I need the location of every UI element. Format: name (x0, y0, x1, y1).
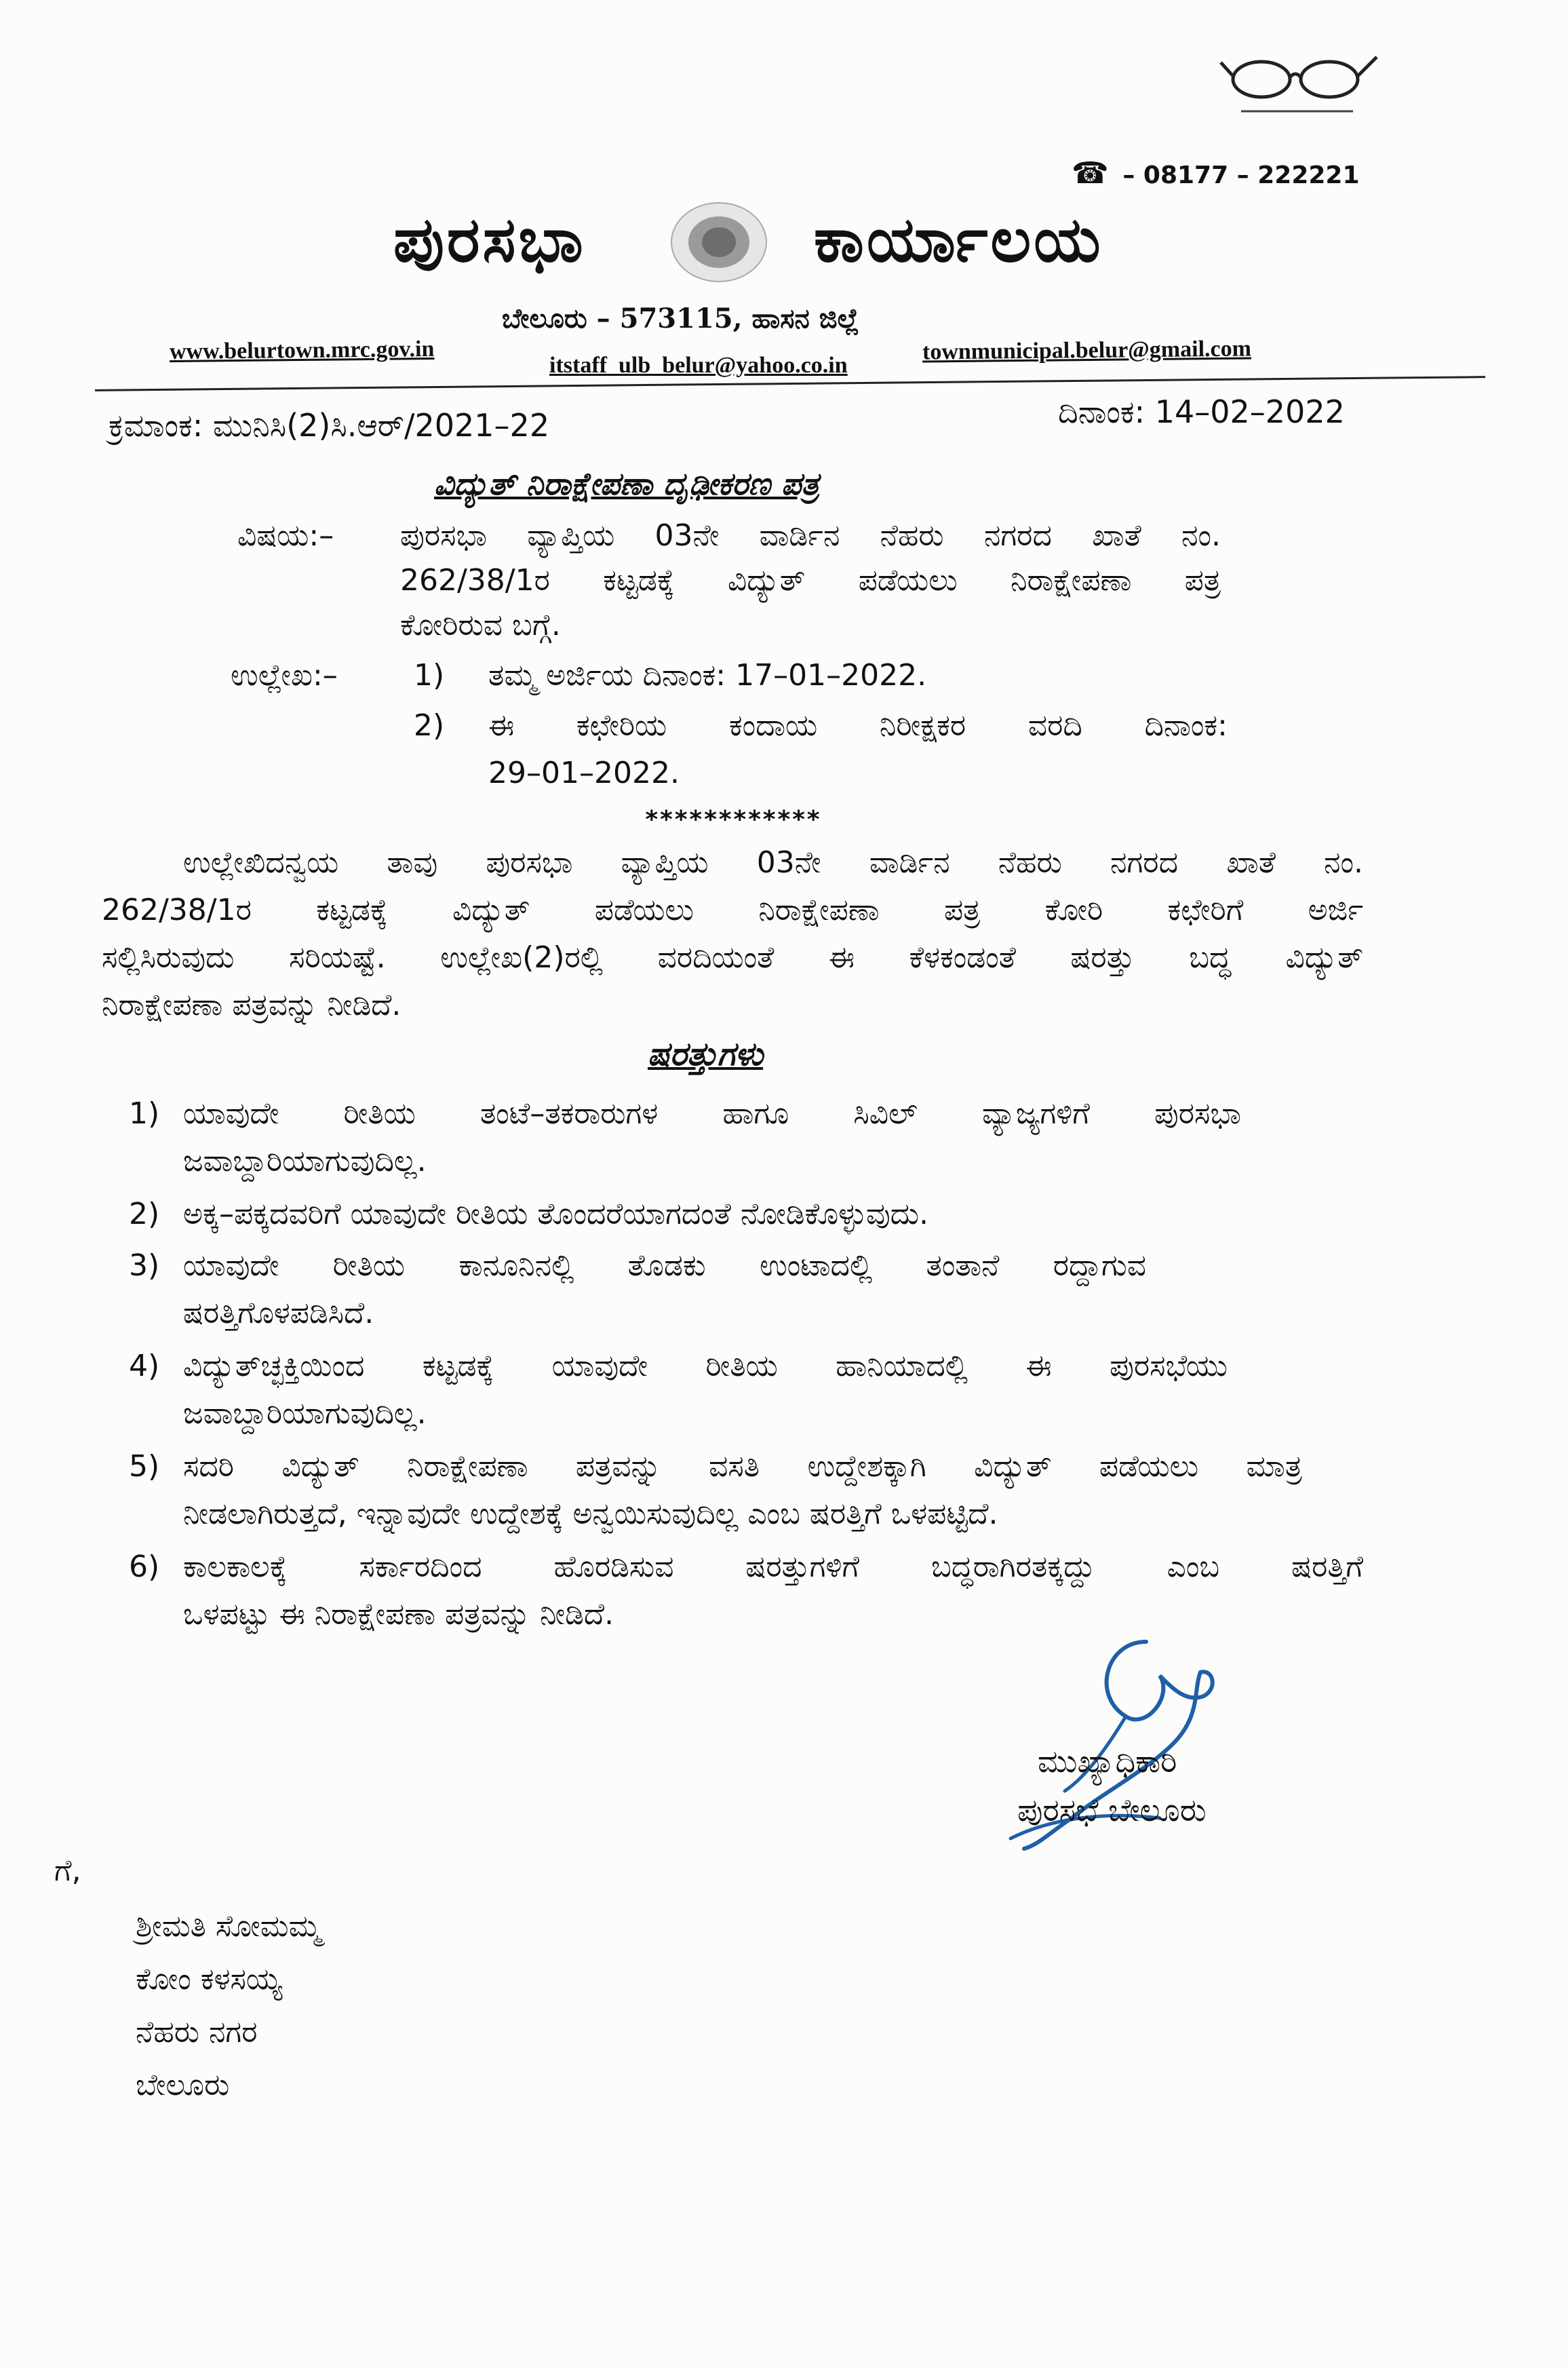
condition-6-line-2: ಒಳಪಟ್ಟು ಈ ನಿರಾಕ್ಷೇಪಣಾ ಪತ್ರವನ್ನು ನೀಡಿದೆ. (183, 1597, 614, 1632)
recipient-to: ಗೆ, (54, 1853, 81, 1888)
reference-item-1: ತಮ್ಮ ಅರ್ಜಿಯ ದಿನಾಂಕ: 17–01–2022. (488, 658, 927, 693)
condition-2-line-1: ಅಕ್ಕ–ಪಕ್ಕದವರಿಗೆ ಯಾವುದೇ ರೀತಿಯ ತೊಂದರೆಯಾಗದಂತೆ ನೋಡಿಕೊಳ್ಳುವುದು. (183, 1197, 929, 1231)
separator-stars: ************ (644, 806, 821, 834)
website-link[interactable]: www.belurtown.mrc.gov.in (169, 336, 435, 365)
condition-3-num: 3) (129, 1248, 160, 1283)
signatory-designation: ಮುಖ್ಯಾಧಿಕಾರಿ (1038, 1743, 1177, 1779)
recipient-line-2: ಕೋಂ ಕಳಸಯ್ಯ (136, 1962, 283, 1997)
phone-line: ☎ – 08177 – 222221 (1072, 156, 1360, 191)
phone-icon: ☎ (1072, 156, 1109, 191)
body-line-3: ಸಲ್ಲಿಸಿರುವುದು ಸರಿಯಷ್ಟೆ. ಉಲ್ಲೇಖ(2)ರಲ್ಲಿ ವರದಿಯಂತೆ ಈ ಕೆಳಕಂಡಂತೆ ಷರತ್ತು ಬದ್ಧ ವಿದ್ಯುತ್ (102, 940, 1363, 975)
subject-line-2: 262/38/1ರ ಕಟ್ಟಡಕ್ಕೆ ವಿದ್ಯುತ್ ಪಡೆಯಲು ನಿರಾಕ್ಷೇಪಣಾ ಪತ್ರ (400, 563, 1221, 598)
condition-5-line-1: ಸದರಿ ವಿದ್ಯುತ್ ನಿರಾಕ್ಷೇಪಣಾ ಪತ್ರವನ್ನು ವಸತಿ ಉದ್ದೇಶಕ್ಕಾಗಿ ವಿದ್ಯುತ್ ಪಡೆಯಲು ಮಾತ್ರ (183, 1449, 1302, 1484)
conditions-title: ಷರತ್ತುಗಳು (648, 1035, 764, 1073)
subject-line-3: ಕೋರಿರುವ ಬಗ್ಗೆ. (400, 608, 561, 642)
subject-line-1: ಪುರಸಭಾ ವ್ಯಾಪ್ತಿಯ 03ನೇ ವಾರ್ಡಿನ ನೆಹರು ನಗರದ ಖಾತೆ ನಂ. (400, 518, 1221, 553)
condition-5-num: 5) (129, 1449, 160, 1484)
body-line-4: ನಿರಾಕ್ಷೇಪಣಾ ಪತ್ರವನ್ನು ನೀಡಿದೆ. (102, 988, 401, 1022)
reference-item-1-num: 1) (414, 658, 445, 693)
reference-item-2-line-2: 29–01–2022. (488, 756, 680, 790)
reference-label: ಉಲ್ಲೇಖ:– (231, 658, 338, 693)
reference-item-2-num: 2) (414, 708, 445, 743)
reference-item-2-line-1: ಈ ಕಛೇರಿಯ ಕಂದಾಯ ನಿರೀಕ್ಷಕರ ವರದಿ ದಿನಾಂಕ: (488, 708, 1228, 743)
document-title: ವಿದ್ಯುತ್ ನಿರಾಕ್ಷೇಪಣಾ ದೃಢೀಕರಣ ಪತ್ರ (434, 465, 819, 502)
email-link-1[interactable]: itstaff_ulb_belur@yahoo.co.in (549, 353, 848, 378)
body-line-1-text: ಉಲ್ಲೇಖಿದನ್ವಯ ತಾವು ಪುರಸಭಾ ವ್ಯಾಪ್ತಿಯ 03ನೇ ವಾರ್ಡಿನ ನೆಹರು ನಗರದ ಖಾತೆ ನಂ. (183, 845, 1363, 880)
body-line-2: 262/38/1ರ ಕಟ್ಟಡಕ್ಕೆ ವಿದ್ಯುತ್ ಪಡೆಯಲು ನಿರಾಕ್ಷೇಪಣಾ ಪತ್ರ ಕೋರಿ ಕಛೇರಿಗೆ ಅರ್ಜಿ (102, 893, 1363, 927)
condition-2-num: 2) (129, 1197, 160, 1231)
condition-4-num: 4) (129, 1349, 160, 1383)
condition-4-line-1: ವಿದ್ಯುತ್‌ಚ್ಛಕ್ತಿಯಿಂದ ಕಟ್ಟಡಕ್ಕೆ ಯಾವುದೇ ರೀತಿಯ ಹಾನಿಯಾದಲ್ಲಿ ಈ ಪುರಸಭೆಯು (183, 1349, 1228, 1383)
emblem-seal (661, 198, 777, 286)
swachh-bharat-logo (1214, 49, 1384, 123)
condition-6-num: 6) (129, 1549, 160, 1584)
condition-1-num: 1) (129, 1096, 160, 1131)
condition-5-line-2: ನೀಡಲಾಗಿರುತ್ತದೆ, ಇನ್ನಾವುದೇ ಉದ್ದೇಶಕ್ಕೆ ಅನ್ವಯಿಸುವುದಿಲ್ಲ ಎಂಬ ಷರತ್ತಿಗೆ ಒಳಪಟ್ಟಿದೆ. (183, 1497, 998, 1531)
condition-4-line-2: ಜವಾಬ್ದಾರಿಯಾಗುವುದಿಲ್ಲ. (183, 1396, 427, 1431)
title-right: ಕಾರ್ಯಾಲಯ (814, 204, 1103, 276)
title-left: ಪುರಸಭಾ (393, 204, 586, 276)
body-line-1 (183, 836, 1363, 890)
condition-3-line-2: ಷರತ್ತಿಗೊಳಪಡಿಸಿದೆ. (183, 1296, 374, 1330)
office-address: ಬೇಲೂರು – 573115, ಹಾಸನ ಜಿಲ್ಲೆ (502, 303, 859, 334)
signatory-office: ಪುರಸಭೆ ಬೇಲೂರು (1017, 1792, 1207, 1828)
reference-number: ಕ್ರಮಾಂಕ: ಮುನಿಸಿ(2)ಸಿ.ಆರ್/2021–22 (109, 407, 550, 444)
subject-label: ವಿಷಯ:– (237, 518, 334, 553)
recipient-line-1: ಶ್ರೀಮತಿ ಸೋಮಮ್ಮ (136, 1909, 321, 1944)
condition-1-line-1: ಯಾವುದೇ ರೀತಿಯ ತಂಟೆ–ತಕರಾರುಗಳ ಹಾಗೂ ಸಿವಿಲ್ ವ್ಯಾಜ್ಯಗಳಿಗೆ ಪುರಸಭಾ (183, 1096, 1241, 1131)
recipient-line-3: ನೆಹರು ನಗರ (136, 2015, 258, 2049)
phone-number: 08177 – 222221 (1143, 161, 1360, 189)
letter-date: ದಿನಾಂಕ: 14–02–2022 (1058, 393, 1345, 430)
email-link-2[interactable]: townmunicipal.belur@gmail.com (922, 336, 1252, 365)
recipient-line-4: ಬೇಲೂರು (136, 2068, 230, 2102)
condition-1-line-2: ಜವಾಬ್ದಾರಿಯಾಗುವುದಿಲ್ಲ. (183, 1144, 427, 1178)
condition-6-line-1: ಕಾಲಕಾಲಕ್ಕೆ ಸರ್ಕಾರದಿಂದ ಹೊರಡಿಸುವ ಷರತ್ತುಗಳಿಗೆ ಬದ್ಧರಾಗಿರತಕ್ಕದ್ದು ಎಂಬ ಷರತ್ತಿಗೆ (183, 1549, 1363, 1584)
condition-3-line-1: ಯಾವುದೇ ರೀತಿಯ ಕಾನೂನಿನಲ್ಲಿ ತೊಡಕು ಉಂಟಾದಲ್ಲಿ ತಂತಾನೆ ರದ್ದಾಗುವ (183, 1248, 1146, 1283)
